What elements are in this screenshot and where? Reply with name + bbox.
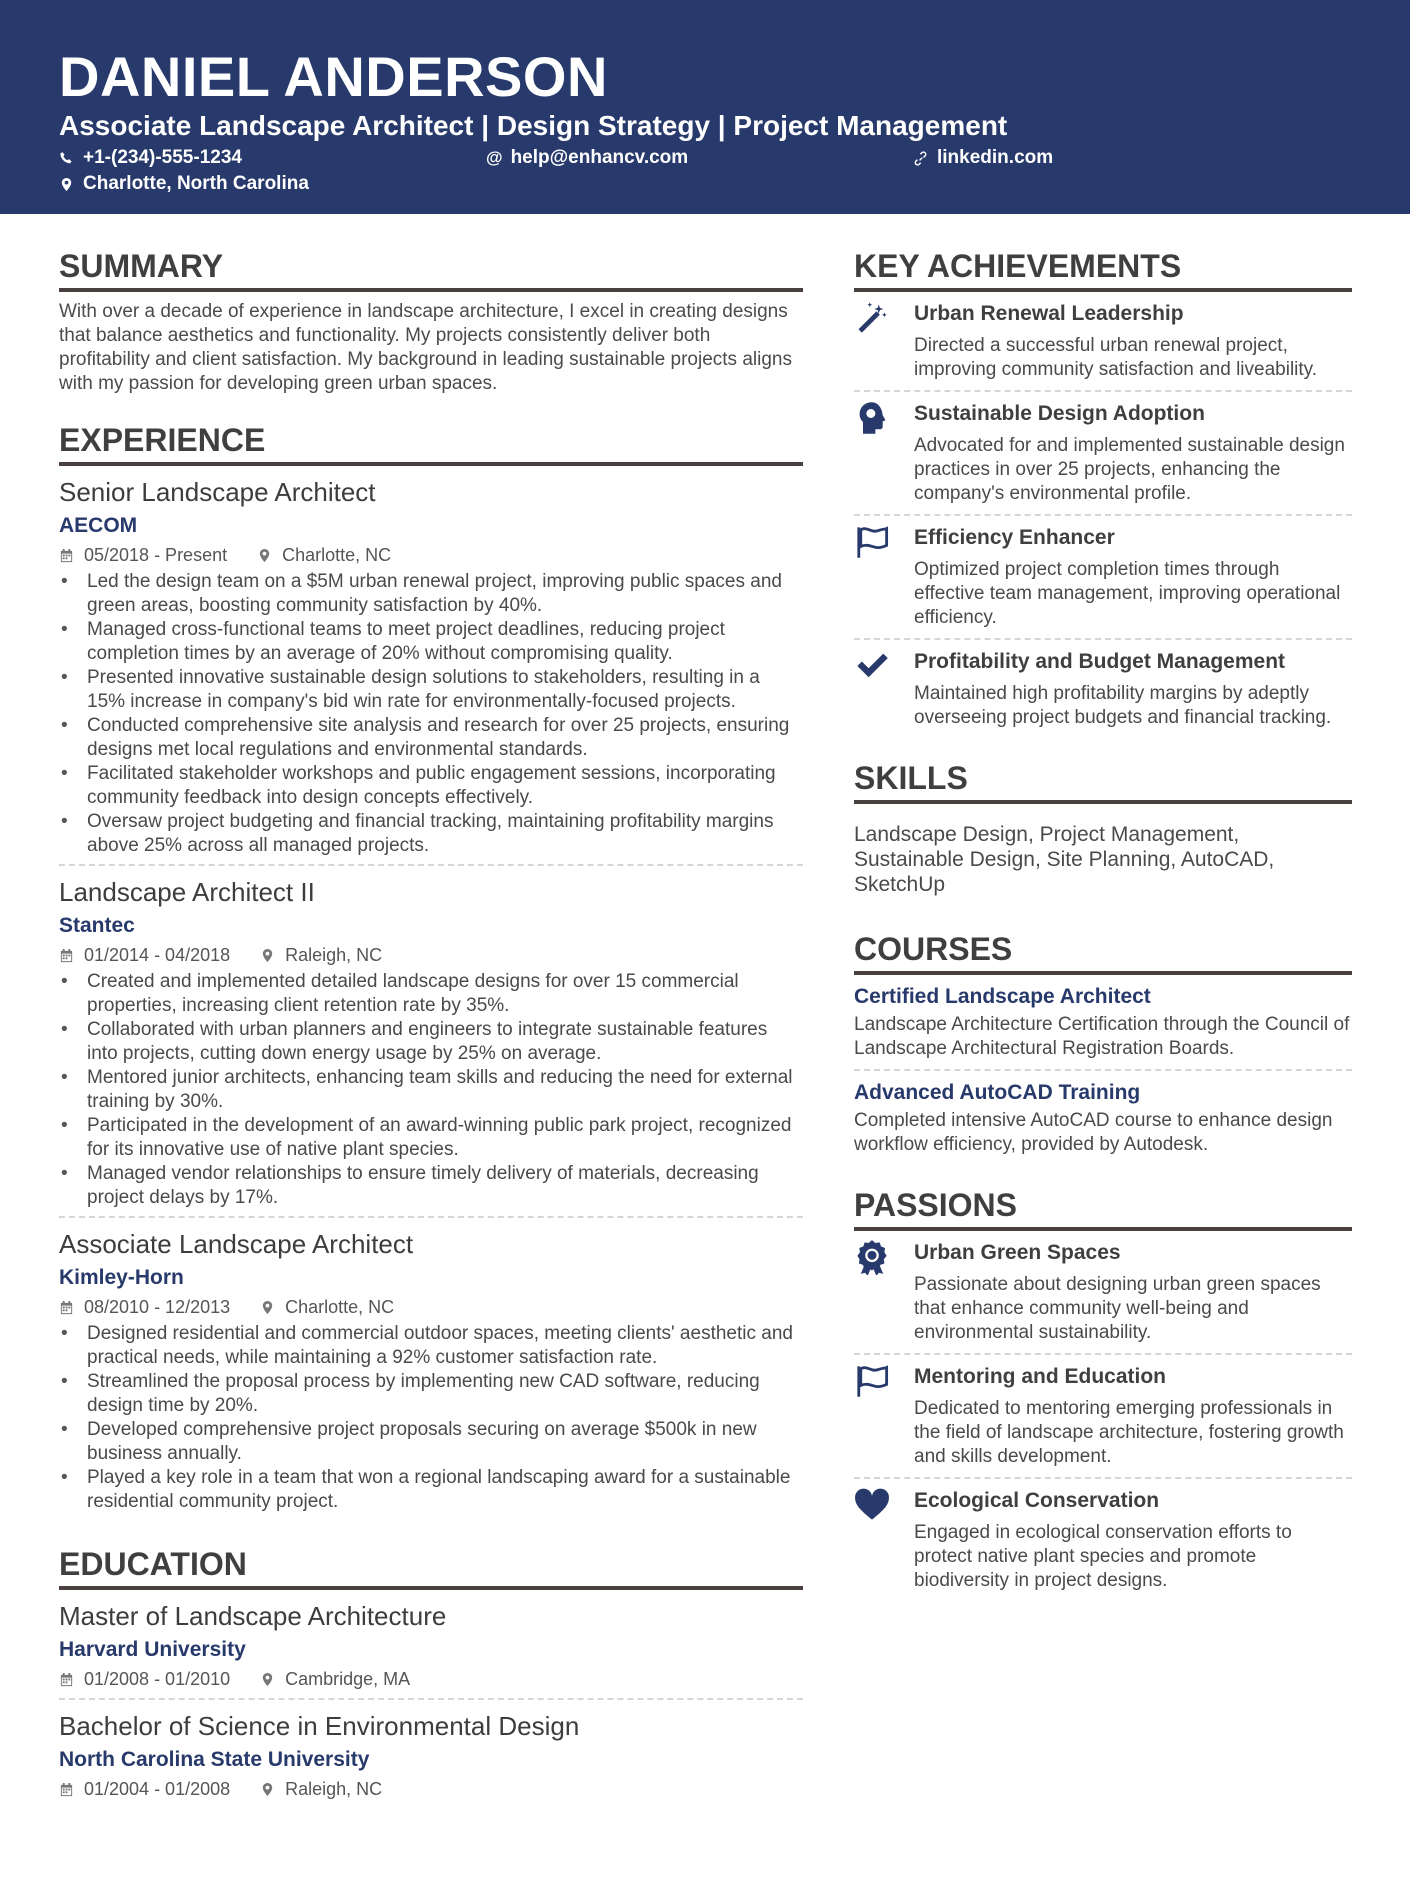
- company-name: AECOM: [59, 514, 138, 537]
- job-location: Charlotte, NC: [282, 545, 392, 565]
- job-dates: 01/2014 - 04/2018: [84, 945, 231, 965]
- location-pin-icon: [260, 1782, 275, 1797]
- location-text: Charlotte, North Carolina: [83, 173, 309, 194]
- course-desc: Completed intensive AutoCAD course to enhance design workflow efficiency, provided by Autodesk.: [854, 1110, 1333, 1155]
- education-meta: [59, 1666, 803, 1692]
- summary-text: With over a decade of experience in landscape architecture, I excel in creating designs that balance aesthetics and functionality. My projects consistently deliver both profitability and client satisfaction. My background in leading sustainable projects aligns with my passion for developing green urban spaces.: [59, 301, 792, 394]
- candidate-name: DANIEL ANDERSON: [59, 45, 608, 108]
- degree-title: Bachelor of Science in Environmental Design: [59, 1711, 580, 1741]
- job-entry: [59, 876, 803, 1228]
- calendar-icon: [59, 548, 74, 563]
- job-bullets: [59, 970, 803, 1210]
- achievement-title: Profitability and Budget Management: [914, 650, 1286, 673]
- achievements-heading: KEY ACHIEVEMENTS: [854, 246, 1352, 292]
- bullet-item: • Managed vendor relationships to ensure timely delivery of materials, decreasing project delays by 17%.: [59, 1162, 803, 1210]
- bullet-item: • Facilitated stakeholder workshops and public engagement sessions, incorporating community feedback into design concepts effectively.: [59, 762, 803, 810]
- phone-text: +1-(234)-555-1234: [83, 147, 242, 168]
- course-desc: Landscape Architecture Certification through the Council of Landscape Architectural Registration Boards.: [854, 1014, 1350, 1059]
- bullet-item: • Mentored junior architects, enhancing team skills and reducing the need for external training by 30%.: [59, 1066, 803, 1114]
- job-dates: 08/2010 - 12/2013: [84, 1297, 231, 1317]
- skills-heading: SKILLS: [854, 758, 1352, 804]
- job-dates: 05/2018 - Present: [84, 545, 228, 565]
- at-icon: @: [486, 148, 503, 167]
- education-heading: EDUCATION: [59, 1544, 803, 1590]
- job-entry: [59, 1228, 803, 1524]
- contact-email[interactable]: [486, 146, 688, 170]
- course-item: [854, 1079, 1352, 1157]
- bullet-item: • Participated in the development of an award-winning public park project, recognized for its innovative use of native plant species.: [59, 1114, 803, 1162]
- passion-item: [854, 1479, 1352, 1601]
- achievement-item: [854, 516, 1352, 638]
- job-entry: [59, 476, 803, 876]
- education-dates: 01/2008 - 01/2010: [84, 1669, 231, 1689]
- left-column: [59, 246, 803, 1812]
- degree-title: Master of Landscape Architecture: [59, 1601, 447, 1631]
- achievement-desc: Maintained high profitability margins by adeptly overseeing project budgets and financial tracking.: [914, 683, 1332, 728]
- achievement-item: [854, 640, 1352, 738]
- phone-icon: [59, 151, 74, 166]
- achievement-desc: Advocated for and implemented sustainable design practices in over 25 projects, enhancing the company's environmental profile.: [914, 435, 1345, 504]
- experience-heading: EXPERIENCE: [59, 420, 803, 466]
- bullet-item: • Oversaw project budgeting and financial tracking, maintaining profitability margins above 25% across all managed projects.: [59, 810, 803, 858]
- skills-text: Landscape Design, Project Management, Sustainable Design, Site Planning, AutoCAD, SketchUp: [854, 823, 1275, 896]
- achievement-desc: Optimized project completion times through effective team management, improving operational efficiency.: [914, 559, 1341, 628]
- passion-title: Mentoring and Education: [914, 1365, 1166, 1388]
- email-text: help@enhancv.com: [510, 147, 689, 168]
- bullet-item: • Created and implemented detailed landscape designs for over 15 commercial properties, increasing client retention rate by 35%.: [59, 970, 803, 1018]
- school-name: Harvard University: [59, 1638, 246, 1661]
- company-name: Stantec: [59, 914, 135, 937]
- passion-item: [854, 1355, 1352, 1477]
- link-icon: [913, 151, 928, 166]
- passion-desc: Passionate about designing urban green spaces that enhance community well-being and environmental sustainability.: [914, 1274, 1321, 1343]
- passion-title: Urban Green Spaces: [914, 1241, 1121, 1264]
- location-pin-icon: [260, 948, 275, 963]
- job-location: Raleigh, NC: [285, 945, 383, 965]
- divider: [59, 1216, 803, 1218]
- education-entry: [59, 1710, 803, 1812]
- divider: [854, 1069, 1352, 1071]
- divider: [59, 1698, 803, 1700]
- bullet-item: • Managed cross-functional teams to meet project deadlines, reducing project completion times by an average of 20% without compromising quality.: [59, 618, 803, 666]
- company-name: Kimley-Horn: [59, 1266, 184, 1289]
- magic-wand-icon: [854, 300, 890, 336]
- calendar-icon: [59, 1672, 74, 1687]
- achievement-item: [854, 392, 1352, 514]
- job-meta: [59, 542, 803, 568]
- bullet-item: • Presented innovative sustainable design solutions to stakeholders, resulting in a 15% increase in company's bid win rate for environmentally-focused projects.: [59, 666, 803, 714]
- linkedin-text: linkedin.com: [937, 147, 1054, 168]
- bullet-item: • Developed comprehensive project proposals securing on average $500k in new business annually.: [59, 1418, 803, 1466]
- education-meta: [59, 1776, 803, 1802]
- education-location: Raleigh, NC: [285, 1779, 383, 1799]
- achievement-title: Efficiency Enhancer: [914, 526, 1115, 549]
- achievement-title: Sustainable Design Adoption: [914, 402, 1205, 425]
- passion-title: Ecological Conservation: [914, 1489, 1160, 1512]
- passion-desc: Engaged in ecological conservation efforts to protect native plant species and promote biodiversity in project designs.: [914, 1522, 1292, 1591]
- course-title: Advanced AutoCAD Training: [854, 1081, 1141, 1104]
- divider: [59, 864, 803, 866]
- contact-phone[interactable]: [59, 146, 242, 170]
- award-ribbon-icon: [854, 1239, 890, 1275]
- bullet-item: • Conducted comprehensive site analysis and research for over 25 projects, ensuring designs met local regulations and environmental standards.: [59, 714, 803, 762]
- bullet-item: • Designed residential and commercial outdoor spaces, meeting clients' aesthetic and practical needs, while maintaining a 92% customer satisfaction rate.: [59, 1322, 803, 1370]
- job-meta: [59, 1294, 803, 1320]
- location-pin-icon: [257, 548, 272, 563]
- checkmark-icon: [854, 648, 890, 684]
- bullet-item: • Collaborated with urban planners and engineers to integrate sustainable features into projects, cutting down energy usage by 25% on average.: [59, 1018, 803, 1066]
- courses-heading: COURSES: [854, 929, 1352, 975]
- bullet-item: • Played a key role in a team that won a regional landscaping award for a sustainable residential community project.: [59, 1466, 803, 1514]
- job-meta: [59, 942, 803, 968]
- location-pin-icon: [260, 1300, 275, 1315]
- passion-item: [854, 1231, 1352, 1353]
- resume-header: [0, 0, 1410, 214]
- candidate-title: Associate Landscape Architect | Design Strategy | Project Management: [59, 110, 1008, 141]
- passion-desc: Dedicated to mentoring emerging professionals in the field of landscape architecture, fostering growth and skills development.: [914, 1398, 1344, 1467]
- location-pin-icon: [59, 177, 74, 192]
- course-item: [854, 983, 1352, 1061]
- education-entry: [59, 1600, 803, 1710]
- course-title: Certified Landscape Architect: [854, 985, 1151, 1008]
- right-column: [854, 246, 1352, 1601]
- contact-location: [59, 172, 309, 196]
- job-title: Landscape Architect II: [59, 877, 315, 907]
- education-dates: 01/2004 - 01/2008: [84, 1779, 231, 1799]
- job-title: Associate Landscape Architect: [59, 1229, 414, 1259]
- heart-icon: [854, 1487, 890, 1523]
- passions-heading: PASSIONS: [854, 1185, 1352, 1231]
- job-bullets: [59, 570, 803, 858]
- school-name: North Carolina State University: [59, 1748, 370, 1771]
- achievement-title: Urban Renewal Leadership: [914, 302, 1184, 325]
- head-idea-icon: [854, 400, 890, 436]
- job-bullets: [59, 1322, 803, 1514]
- contact-linkedin[interactable]: [913, 146, 1053, 170]
- location-pin-icon: [260, 1672, 275, 1687]
- achievement-desc: Directed a successful urban renewal project, improving community satisfaction and liveability.: [914, 335, 1318, 380]
- bullet-item: • Led the design team on a $5M urban renewal project, improving public spaces and green areas, boosting community satisfaction by 40%.: [59, 570, 803, 618]
- job-title: Senior Landscape Architect: [59, 477, 376, 507]
- achievement-item: [854, 292, 1352, 390]
- education-location: Cambridge, MA: [285, 1669, 411, 1689]
- job-location: Charlotte, NC: [285, 1297, 395, 1317]
- flag-icon: [854, 1363, 890, 1399]
- calendar-icon: [59, 1300, 74, 1315]
- calendar-icon: [59, 948, 74, 963]
- flag-icon: [854, 524, 890, 560]
- calendar-icon: [59, 1782, 74, 1797]
- bullet-item: • Streamlined the proposal process by implementing new CAD software, reducing design time by 20%.: [59, 1370, 803, 1418]
- summary-heading: SUMMARY: [59, 246, 803, 292]
